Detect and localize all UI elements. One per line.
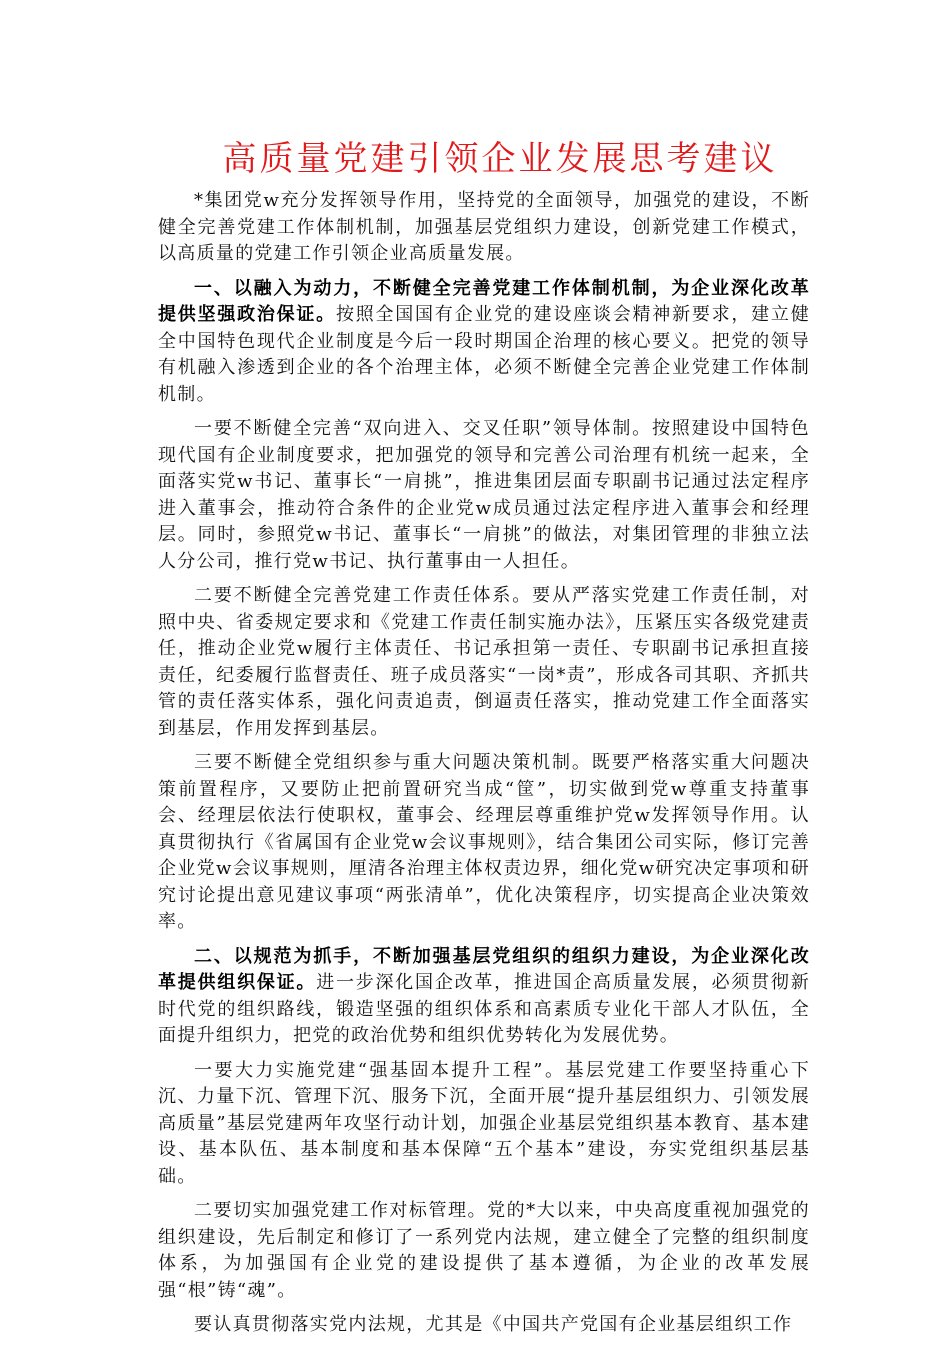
section-heading: 二、以规范为抓手，不断加强基层党组织的组织力建设，为企业深化改革提供组织保证。 [158, 945, 810, 993]
paragraph-section-two: 二、以规范为抓手，不断加强基层党组织的组织力建设，为企业深化改革提供组织保证。进一步深化国企改革，推进国企高质量发展，必须贯彻新时代党的组织路线，锻造坚强的组织体系和高素质专业化干部人才队伍，全面提升组织力，把党的政治优势和组织优势转化为发展优势。 [158, 945, 811, 1046]
paragraph-point-2-2: 二要切实加强党建工作对标管理。党的*大以来，中央高度重视加强党的组织建设，先后制定和修订了一系列党内法规，建立健全了完整的组织制度体系，为加强国有企业党的建设提供了基本遵循，为企业的改革发展强“根”铸“魂”。 [158, 1200, 810, 1301]
section-heading: 一、以融入为动力，不断健全完善党建工作体制机制，为企业深化改革提供坚强政治保证。 [158, 277, 810, 325]
document-body [158, 188, 810, 1347]
paragraph-continuation: 要认真贯彻落实党内法规，尤其是《中国共产党国有企业基层组织工作 [194, 1314, 793, 1335]
document-title: 高质量党建引领企业发展思考建议 [222, 139, 778, 179]
paragraph-intro: *集团党w充分发挥领导作用，坚持党的全面领导，加强党的建设，不断健全完善党建工作体制机制，加强基层党组织力建设，创新党建工作模式，以高质量的党建工作引领企业高质量发展。 [158, 190, 810, 264]
paragraph-section-one: 一、以融入为动力，不断健全完善党建工作体制机制，为企业深化改革提供坚强政治保证。按照全国国有企业党的建设座谈会精神新要求，建立健全中国特色现代企业制度是今后一段时期国企治理的核心要义。把党的领导有机融入渗透到企业的各个治理主体，必须不断健全完善企业党建工作体制机制。 [158, 277, 810, 405]
paragraph-point-2-1: 一要大力实施党建“强基固本提升工程”。基层党建工作要坚持重心下沉、力量下沉、管理下沉、服务下沉，全面开展“提升基层组织力、引领发展高质量”基层党建两年攻坚行动计划，加强企业基层党组织基本教育、基本建设、基本队伍、基本制度和基本保障“五个基本”建设，夯实党组织基层基础。 [158, 1059, 810, 1187]
paragraph-point-1-3: 三要不断健全党组织参与重大问题决策机制。既要严格落实重大问题决策前置程序，又要防止把前置研究当成“筐”，切实做到党w尊重支持董事会、经理层依法行使职权，董事会、经理层尊重维护党w发挥领导作用。认真贯彻执行《省属国有企业党w会议事规则》，结合集团公司实际，修订完善企业党w会议事规则，厘清各治理主体权责边界，细化党w研究决定事项和研究讨论提出意见建议事项“两张清单”，优化决策程序，切实提高企业决策效率。 [158, 752, 810, 932]
paragraph-point-1-2: 二要不断健全完善党建工作责任体系。要从严落实党建工作责任制，对照中央、省委规定要求和《党建工作责任制实施办法》，压紧压实各级党建责任，推动企业党w履行主体责任、书记承担第一责任、专职副书记承担直接责任，纪委履行监督责任、班子成员落实“一岗*责”，形成各司其职、齐抓共管的责任落实体系，强化问责追责，倒逼责任落实，推动党建工作全面落实到基层，作用发挥到基层。 [158, 585, 810, 739]
paragraph-point-1-1: 一要不断健全完善“双向进入、交叉任职”领导体制。按照建设中国特色现代国有企业制度要求，把加强党的领导和完善公司治理有机统一起来，全面落实党w书记、董事长“一肩挑”，推进集团层面专职副书记通过法定程序进入董事会，推动符合条件的企业党w成员通过法定程序进入董事会和经理层。同时，参照党w书记、董事长“一肩挑”的做法，对集团管理的非独立法人分公司，推行党w书记、执行董事由一人担任。 [158, 418, 810, 572]
